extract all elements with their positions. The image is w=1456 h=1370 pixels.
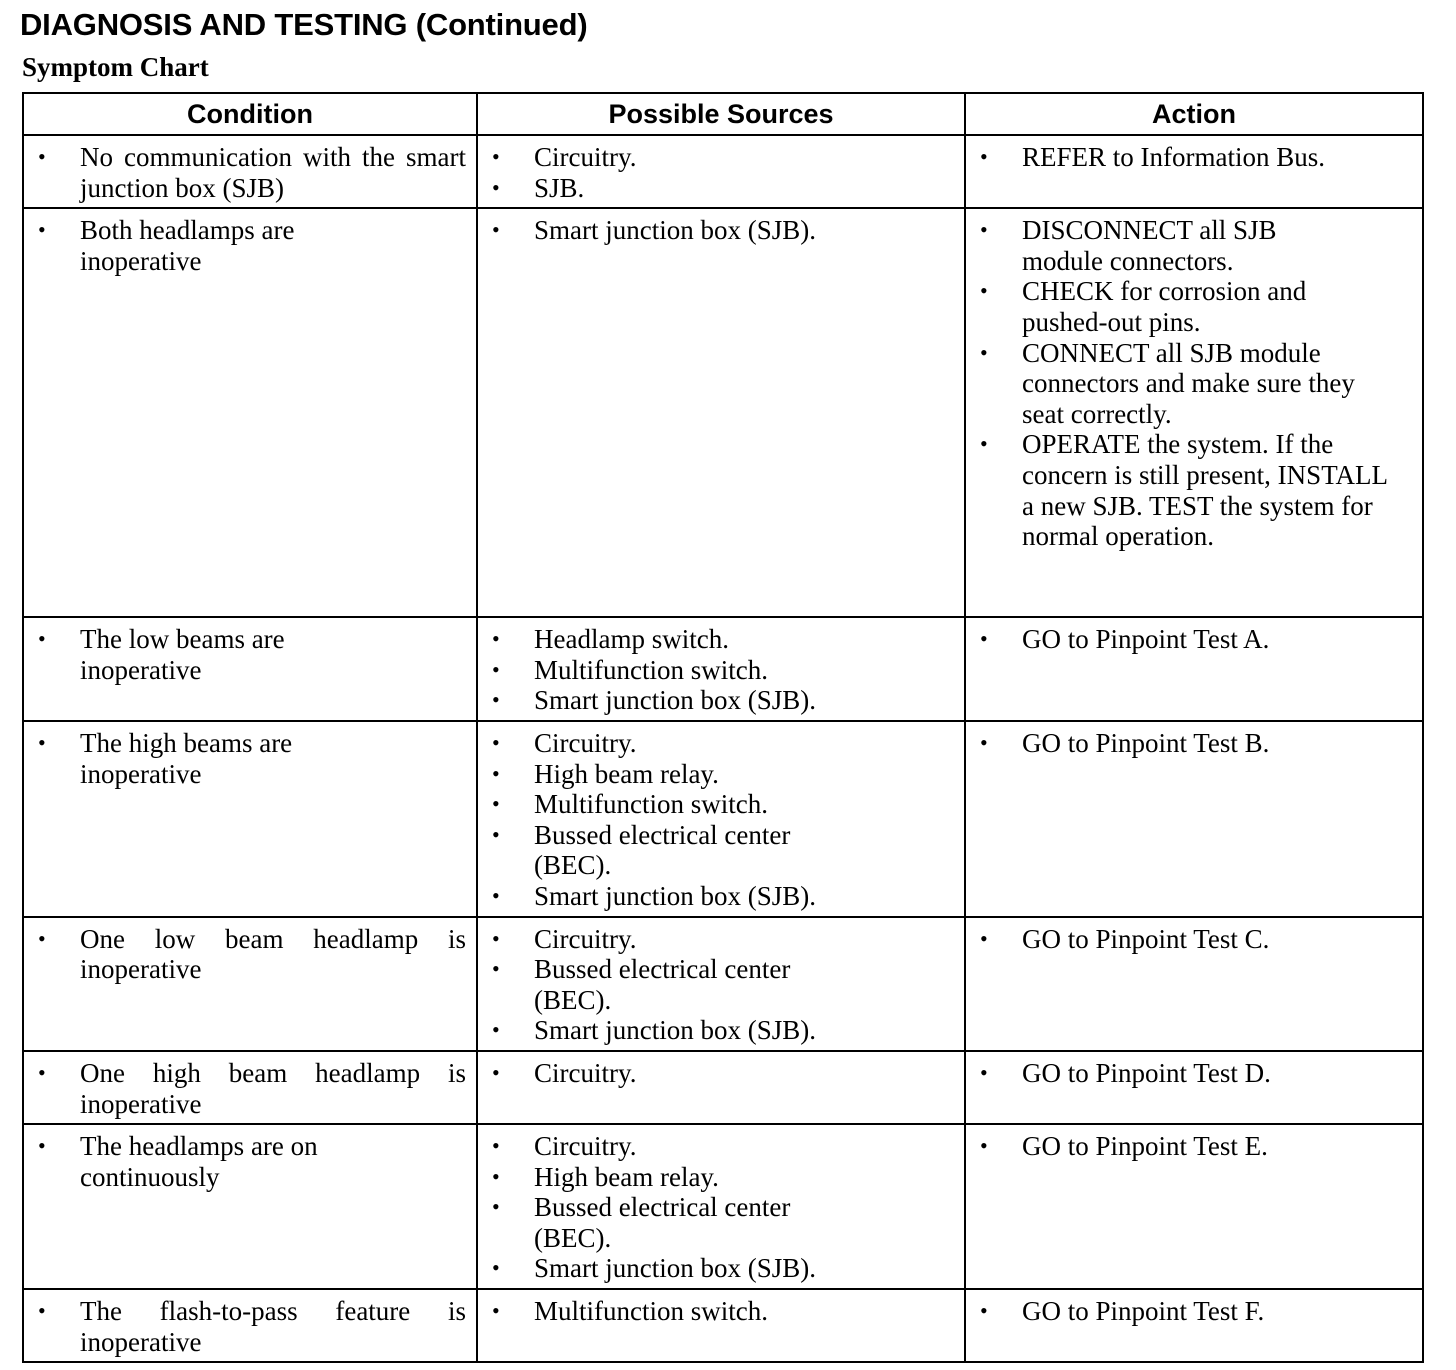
action-item: • CONNECT all SJB module connectors and make sure they seat correctly. [966,338,1412,430]
action-cell [965,617,1423,721]
sources-cell [477,617,965,721]
action-item: • GO to Pinpoint Test D. [966,1058,1412,1089]
source-item: • Smart junction box (SJB). [478,881,954,912]
condition-item: • The low beams are inoperative [24,624,466,685]
column-header-action: Action [965,93,1423,135]
action-cell [965,1289,1423,1362]
table-row [23,1289,1423,1362]
table-row [23,1051,1423,1124]
condition-cell [23,1289,477,1362]
source-item: • Multifunction switch. [478,1296,954,1327]
action-item: • GO to Pinpoint Test C. [966,924,1412,955]
condition-cell [23,917,477,1051]
source-item: • Multifunction switch. [478,655,954,686]
column-header-condition: Condition [23,93,477,135]
chart-title: Symptom Chart [22,52,209,82]
page-title: DIAGNOSIS AND TESTING (Continued) [20,7,588,42]
action-item: • REFER to Information Bus. [966,142,1412,173]
action-cell [965,135,1423,208]
action-item: • OPERATE the system. If the concern is still present, INSTALL a new SJB. TEST the system for normal operation. [966,429,1412,551]
action-cell [965,1124,1423,1289]
source-item: • Smart junction box (SJB). [478,215,954,246]
table-row [23,917,1423,1051]
table-header-row [23,93,1423,135]
source-item: • Circuitry. [478,924,954,955]
condition-cell [23,1051,477,1124]
condition-cell [23,1124,477,1289]
source-item: • Smart junction box (SJB). [478,685,954,716]
sources-cell [477,1289,965,1362]
action-cell [965,721,1423,917]
source-item: • Circuitry. [478,1131,954,1162]
condition-item: • The headlamps are on continuously [24,1131,466,1192]
action-cell [965,1051,1423,1124]
source-item: • Headlamp switch. [478,624,954,655]
source-item: • Circuitry. [478,142,954,173]
sources-cell [477,1124,965,1289]
source-item: • Bussed electrical center (BEC). [478,820,954,881]
table-row [23,135,1423,208]
source-item: • Bussed electrical center (BEC). [478,954,954,1015]
sources-cell [477,135,965,208]
source-item: • SJB. [478,173,954,204]
table-row [23,208,1423,617]
table-row [23,721,1423,917]
action-item: • CHECK for corrosion and pushed-out pins. [966,276,1412,337]
column-header-possible-sources: Possible Sources [477,93,965,135]
action-item: • GO to Pinpoint Test B. [966,728,1412,759]
condition-item: • No communication with the smart junction box (SJB) [24,142,466,203]
sources-cell [477,917,965,1051]
condition-cell [23,135,477,208]
action-cell [965,917,1423,1051]
sources-cell [477,721,965,917]
action-item: • GO to Pinpoint Test A. [966,624,1412,655]
action-item: • GO to Pinpoint Test F. [966,1296,1412,1327]
table-row [23,1124,1423,1289]
condition-item: • Both headlamps are inoperative [24,215,466,276]
source-item: • High beam relay. [478,759,954,790]
condition-cell [23,721,477,917]
action-item: • GO to Pinpoint Test E. [966,1131,1412,1162]
condition-item: • One low beam headlamp is inoperative [24,924,466,985]
source-item: • High beam relay. [478,1162,954,1193]
condition-cell [23,208,477,617]
source-item: • Multifunction switch. [478,789,954,820]
source-item: • Bussed electrical center (BEC). [478,1192,954,1253]
source-item: • Smart junction box (SJB). [478,1015,954,1046]
source-item: • Smart junction box (SJB). [478,1253,954,1284]
condition-item: • The high beams are inoperative [24,728,466,789]
condition-item: • The flash-to-pass feature is inoperative [24,1296,466,1357]
action-cell [965,208,1423,617]
table-row [23,617,1423,721]
action-item: • DISCONNECT all SJB module connectors. [966,215,1412,276]
source-item: • Circuitry. [478,728,954,759]
sources-cell [477,1051,965,1124]
condition-cell [23,617,477,721]
source-item: • Circuitry. [478,1058,954,1089]
sources-cell [477,208,965,617]
symptom-table [22,92,1424,1363]
condition-item: • One high beam headlamp is inoperative [24,1058,466,1119]
